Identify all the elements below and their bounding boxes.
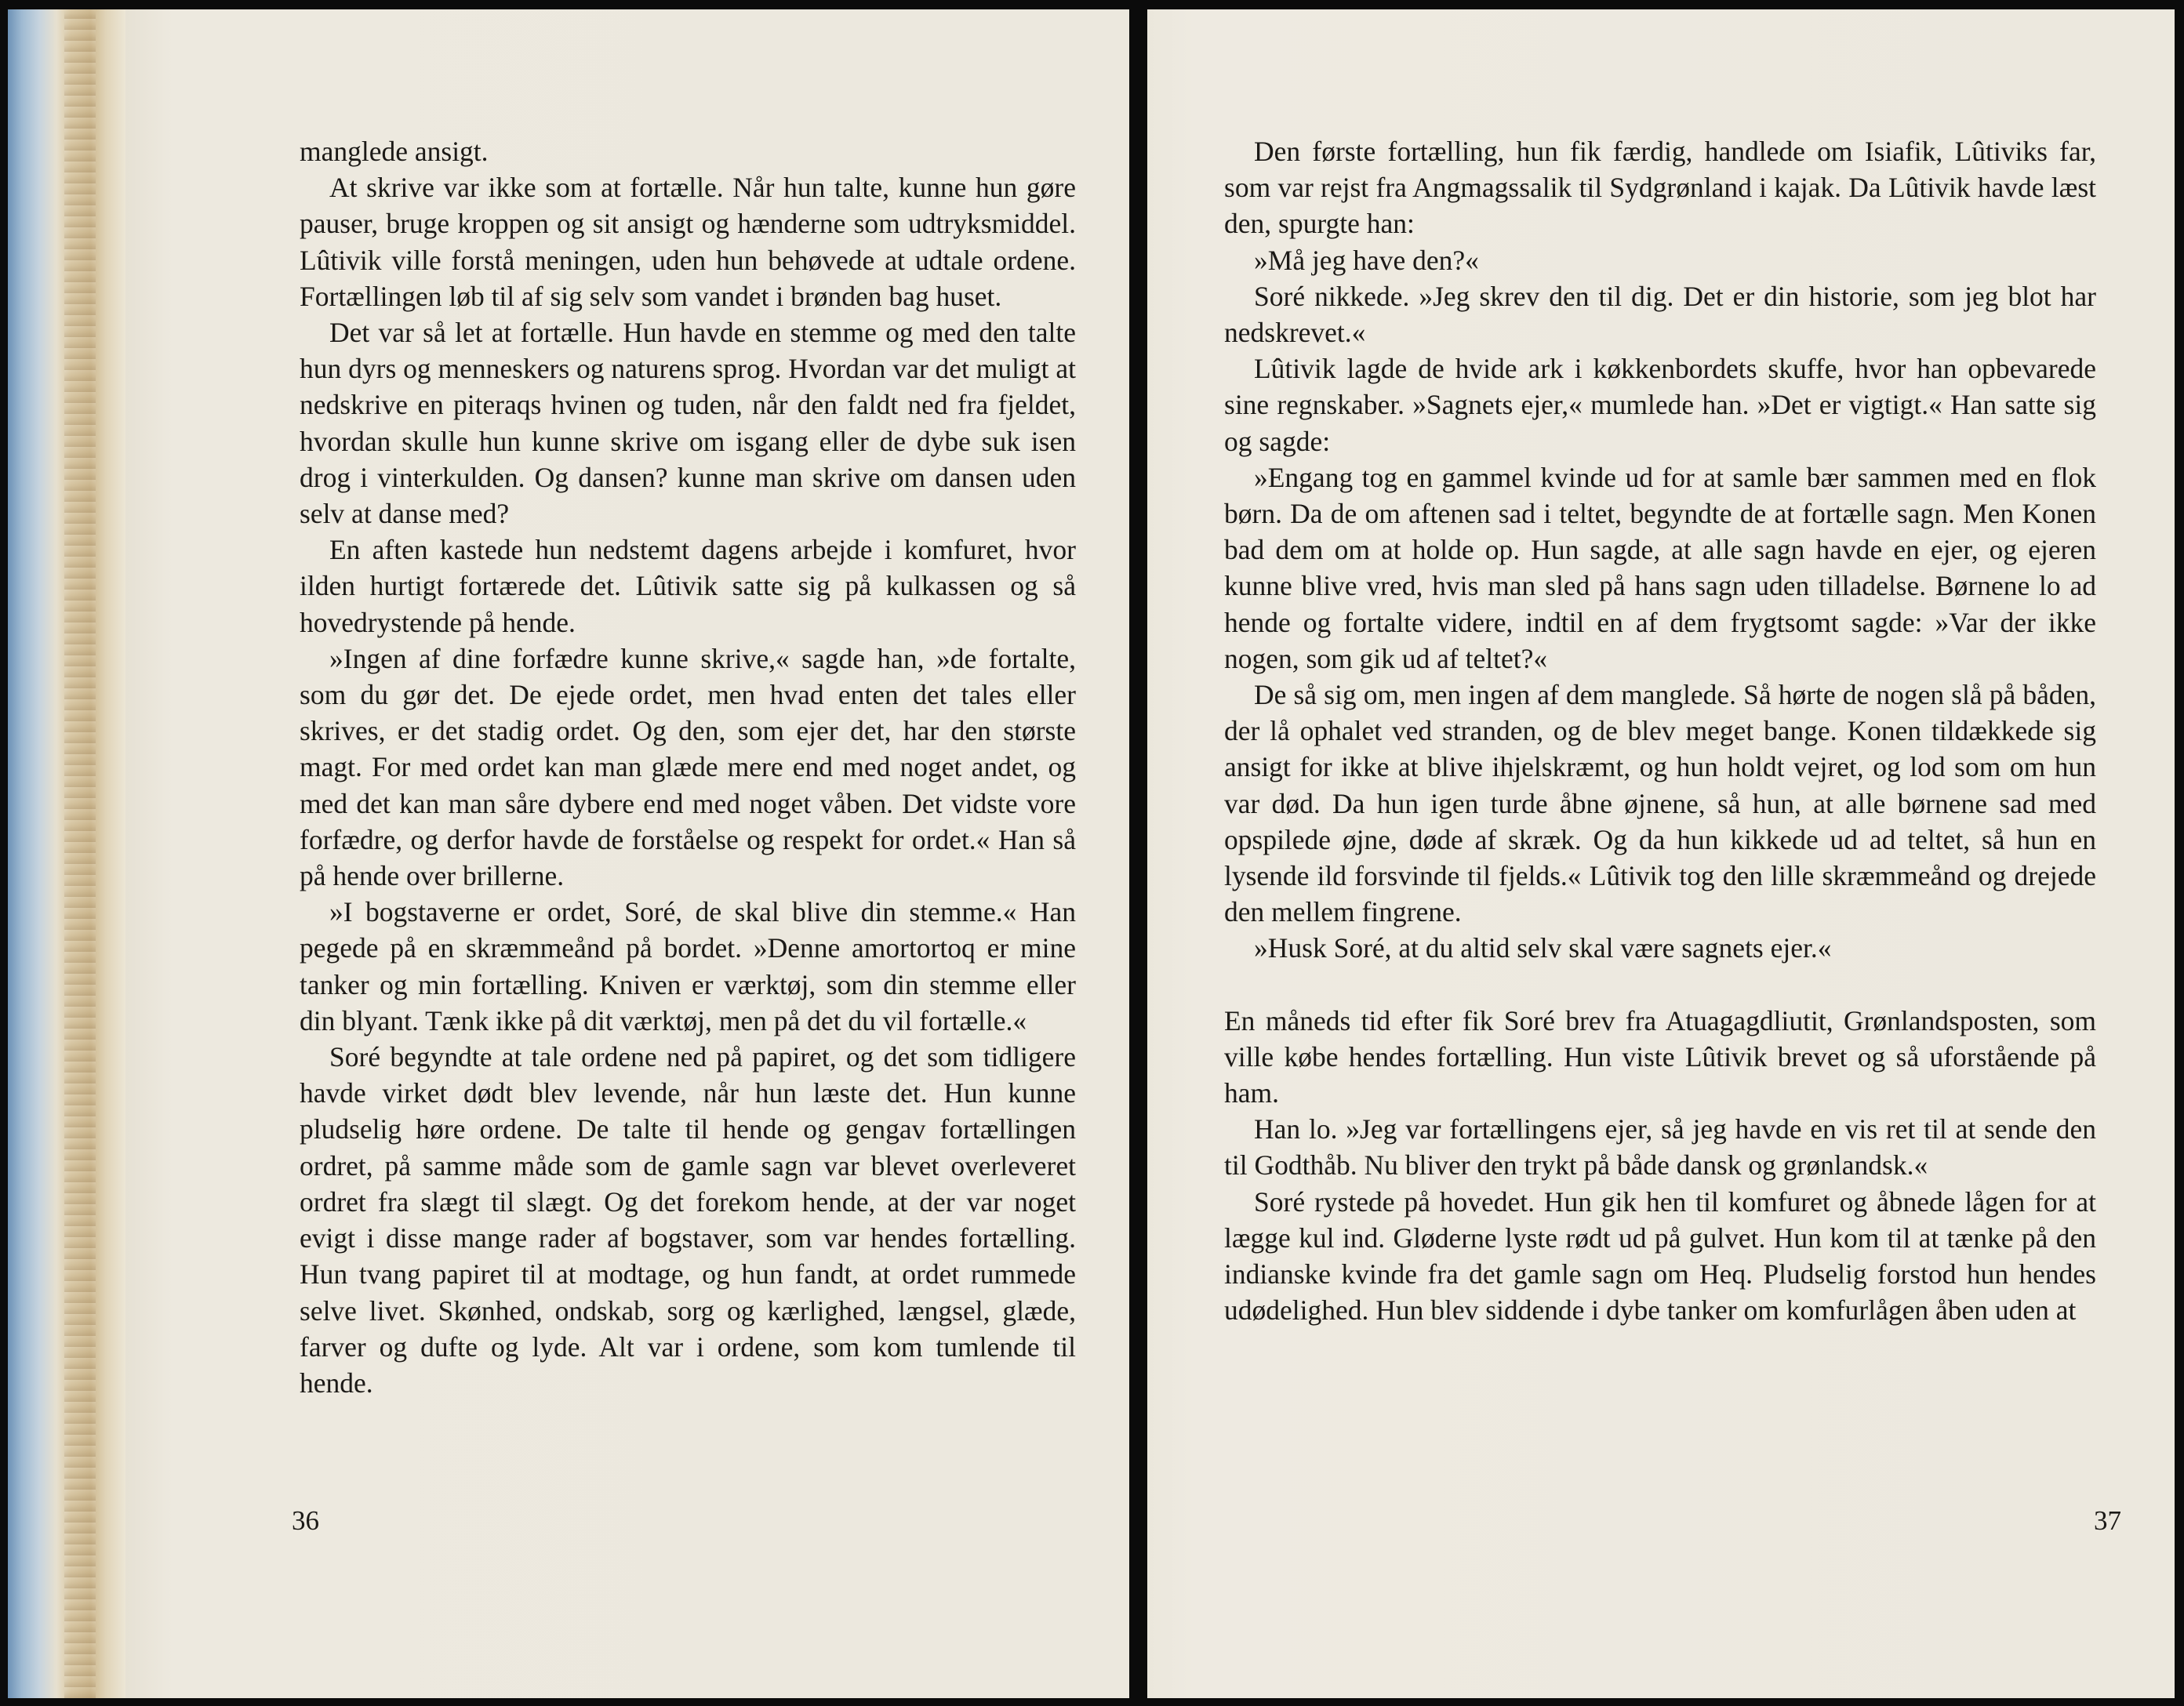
paragraph: »Engang tog en gammel kvinde ud for at samle bær sammen med en flok børn. Da de om aftenen sad i teltet, begyndte de at fortælle sagn. Men Konen bad dem om at holde op. Hun sagde, at alle sagn havde en ejer, og ejeren kunne blive vred, hvis man sled på hans sagn uden tilladelse. Børnene lo ad hende og fortalte videre, indtil en af dem frygtsomt sagde: »Var der ikke nogen, som gik ud af teltet?« [1224,461,2096,674]
book-spine-edge [8,9,125,1698]
paragraph: Soré nikkede. »Jeg skrev den til dig. Det er din historie, som jeg blot har nedskrevet.« [1224,280,2096,349]
paragraph: Soré rystede på hovedet. Hun gik hen til komfuret og åbnede lågen for at lægge kul ind. Gløderne lyste rødt ud på gulvet. Hun kom til at tænke på den indianske kvinde fra det gamle sagn om Heq. Pludselig forstod hun hendes udødelighed. Hun blev siddende i dybe tanker om komfurlågen åben uden at [1224,1185,2096,1327]
left-page [125,9,1129,1698]
paragraph: Det var så let at fortælle. Hun havde en stemme og med den talte hun dyrs og menneskers og naturens sprog. Hvordan var det muligt at nedskrive en piteraqs hvinen og tuden, når den faldt ned fra fjeldet, hvordan skulle hun kunne skrive om isgang eller de dybe suk isen drog i vinterkulden. Og dansen? kunne man skrive om dansen uden selv at danse med? [300,317,1076,530]
right-page [1147,9,2175,1698]
paragraph: »I bogstaverne er ordet, Soré, de skal blive din stemme.« Han pegede på en skræmmeånd på bordet. »Denne amortortoq er mine tanker og min fortælling. Kniven er værktøj, som din stemme eller din blyant. Tænk ikke på dit værktøj, men på det du vil fortælle.« [300,896,1076,1036]
paragraph: En aften kastede hun nedstemt dagens arbejde i komfuret, hvor ilden hurtigt fortærede det. Lûtivik satte sig på kulkassen og så hovedrystende på hende. [300,534,1076,638]
right-page-text [1224,133,2096,1329]
section-break [1224,967,2096,1003]
left-page-text [300,133,1076,1401]
page-number: 37 [2094,1505,2121,1536]
paragraph: Han lo. »Jeg var fortællingens ejer, så jeg havde en vis ret til at sende den til Godthåb. Nu bliver den trykt på både dansk og grønlandsk.« [1224,1113,2096,1181]
paragraph: Lûtivik lagde de hvide ark i køkkenbordets skuffe, hvor han opbevarede sine regnskaber. »Sagnets ejer,« mumlede han. »Det er vigtigt.« Han satte sig og sagde: [1224,353,2096,457]
paragraph: Soré begyndte at tale ordene ned på papiret, og det som tidligere havde virket dødt blev levende, når hun læste det. Hun kunne pludselig høre ordene. De talte til hende og gengav fortællingen ordret, på samme måde som de gamle sagn var blevet overleveret ordret fra slægt til slægt. Og det forekom hende, at der var noget evigt i disse mange rader af bogstaver, som var hendes fortælling. Hun tvang papiret til at modtage, og hun fandt, at ordet rummede selve livet. Skønhed, ondskab, sorg og kærlighed, længsel, glæde, farver og dufte og lyde. Alt var i ordene, som kom tumlende til hende. [300,1041,1076,1399]
paragraph: At skrive var ikke som at fortælle. Når hun talte, kunne hun gøre pauser, bruge kroppen og sit ansigt og hænderne som udtryksmiddel. Lûtivik ville forstå meningen, uden hun behøvede at udtale ordene. Fortællingen løb til af sig selv som vandet i brønden bag huset. [300,172,1076,312]
paragraph: Den første fortælling, hun fik færdig, handlede om Isiafik, Lûtiviks far, som var rejst fra Angmagssalik til Sydgrønland i kajak. Da Lûtivik havde læst den, spurgte han: [1224,136,2096,240]
paragraph: »Husk Soré, at du altid selv skal være sagnets ejer.« [1254,932,1832,964]
paragraph: De så sig om, men ingen af dem manglede. Så hørte de nogen slå på båden, der lå ophalet ved stranden, og de blev meget bange. Konen tildækkede sig ansigt for ikke at blive ihjelskræmt, og hun holdt vejret, og lod som om hun var død. Da hun igen turde åbne øjnene, så hun, at alle børnene sad med opspilede øjne, døde af skræk. Og da hun kikkede ud ad teltet, så hun en lysende ild forsvinde til fjelds.« Lûtivik tog den lille skræmmeånd og drejede den mellem fingrene. [1224,679,2096,928]
page-number: 36 [292,1505,319,1536]
paragraph: manglede ansigt. [300,136,489,167]
paragraph: »Ingen af dine forfædre kunne skrive,« sagde han, »de fortalte, som du gør det. De ejede ordet, men hvad enten det tales eller skrives, er det stadig ordet. Og den, som ejer det, har den største magt. For med ordet kan man glæde mere end med noget andet, og med det kan man såre dybere end med noget våben. Det vidste vore forfædre, og derfor havde de forståelse og respekt for ordet.« Han så på hende over brillerne. [300,642,1076,892]
paragraph: En måneds tid efter fik Soré brev fra Atuagagdliutit, Grønlandsposten, som ville købe hendes fortælling. Hun viste Lûtivik brevet og så uforstående på ham. [1224,1004,2096,1109]
paragraph: »Må jeg have den?« [1254,244,1479,276]
